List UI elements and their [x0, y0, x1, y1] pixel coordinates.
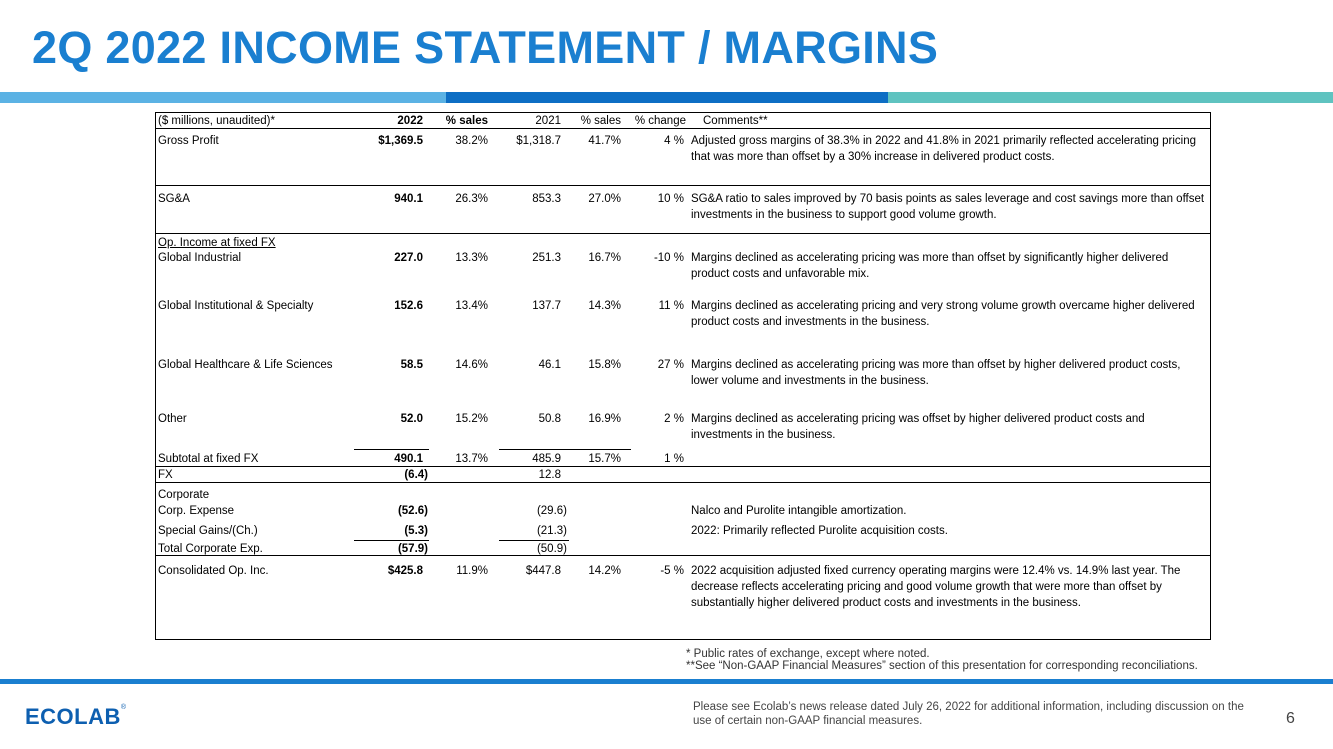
- value-2022: (57.9): [397, 543, 428, 555]
- value-2022: 227.0: [394, 252, 423, 264]
- header-comments: Comments**: [703, 115, 768, 127]
- corporate-rule-2022: [354, 540, 429, 541]
- corporate-rule-2021: [499, 540, 569, 541]
- ecolab-logo: [25, 704, 127, 730]
- row-label: Gross Profit: [158, 135, 219, 147]
- header-sales-2021: % sales: [580, 115, 621, 127]
- value-2022: (6.4): [404, 469, 428, 481]
- sales-2022: 14.6%: [455, 359, 488, 371]
- sales-2021: 15.8%: [588, 359, 621, 371]
- row-label: Special Gains/(Ch.): [158, 525, 258, 537]
- value-2022: 152.6: [394, 300, 423, 312]
- sales-2022: 26.3%: [455, 193, 488, 205]
- header-2021: 2021: [535, 115, 561, 127]
- pct-change: 27 %: [657, 359, 684, 371]
- header-sales-2022: % sales: [445, 115, 488, 127]
- value-2021: (21.3): [536, 525, 567, 537]
- footer-disclaimer: Please see Ecolab’s news release dated July 26, 2022 for additional information, including discussion on the use of certain non-GAAP financial measures.: [693, 701, 1244, 727]
- divider: [156, 233, 1210, 234]
- row-label: SG&A: [158, 193, 190, 205]
- comment: Margins declined as accelerating pricing was offset by higher delivered product costs and investments in the business.: [691, 413, 1145, 441]
- divider: [156, 128, 1210, 129]
- value-2021: 853.3: [532, 193, 561, 205]
- pct-change: 2 %: [664, 413, 684, 425]
- section-op-income: Op. Income at fixed FX: [158, 237, 276, 249]
- value-2022: 940.1: [394, 193, 423, 205]
- sales-2021: 15.7%: [588, 453, 621, 465]
- sales-2022: 15.2%: [455, 413, 488, 425]
- divider: [156, 482, 1210, 483]
- comment: Margins declined as accelerating pricing and very strong volume growth overcame higher delivered product costs and investments in the business.: [691, 300, 1195, 328]
- header-label: ($ millions, unaudited)*: [158, 115, 275, 127]
- header-change: % change: [634, 115, 686, 127]
- divider: [156, 555, 1210, 556]
- value-2021: $1,318.7: [516, 135, 561, 147]
- header-band-middle: [446, 92, 888, 103]
- row-label: Global Healthcare & Life Sciences: [158, 359, 333, 371]
- pct-change: -5 %: [660, 565, 684, 577]
- sales-2022: 13.4%: [455, 300, 488, 312]
- sales-2022: 11.9%: [456, 565, 488, 577]
- comment: 2022 acquisition adjusted fixed currency operating margins were 12.4% vs. 14.9% last year. The decrease reflects accelerating pricing and good volume growth that were more than offset by substantially higher delivered product costs and investments in the business.: [691, 565, 1181, 609]
- sales-2022: 13.3%: [455, 252, 488, 264]
- row-label: Subtotal at fixed FX: [158, 453, 259, 465]
- value-2022: $425.8: [387, 565, 423, 577]
- pct-change: 4 %: [664, 135, 684, 147]
- value-2022: 58.5: [400, 359, 423, 371]
- comment: Margins declined as accelerating pricing was more than offset by significantly higher delivered product costs and unfavorable mix.: [691, 252, 1169, 280]
- pct-change: 1 %: [664, 453, 684, 465]
- row-label: Global Institutional & Specialty: [158, 300, 314, 312]
- header-2022: 2022: [397, 115, 423, 127]
- logo-text: ECOLAB: [25, 704, 121, 729]
- sales-2021: 14.2%: [588, 565, 621, 577]
- subtotal-rule-2022: [354, 449, 429, 450]
- value-2022: (52.6): [397, 505, 428, 517]
- divider: [156, 466, 1210, 467]
- page-title: 2Q 2022 INCOME STATEMENT / MARGINS: [32, 22, 939, 73]
- value-2021: (29.6): [536, 505, 567, 517]
- footer-rule: [0, 679, 1333, 684]
- comment: Margins declined as accelerating pricing was more than offset by higher delivered product costs, lower volume and investments in the business.: [691, 359, 1181, 387]
- value-2021: 46.1: [538, 359, 561, 371]
- comment: 2022: Primarily reflected Purolite acquisition costs.: [691, 525, 948, 537]
- sales-2021: 14.3%: [588, 300, 621, 312]
- section-corporate: Corporate: [158, 489, 210, 501]
- divider: [156, 185, 1210, 186]
- row-label: FX: [158, 469, 173, 481]
- header-band-left: [0, 92, 446, 103]
- income-statement-table: [155, 112, 1211, 640]
- comment: Nalco and Purolite intangible amortization.: [691, 505, 907, 517]
- footnote-non-gaap: **See “Non-GAAP Financial Measures” section of this presentation for corresponding reconciliations.: [686, 660, 1198, 672]
- pct-change: 10 %: [657, 193, 684, 205]
- sales-2021: 16.7%: [588, 252, 621, 264]
- value-2021: 12.8: [538, 469, 561, 481]
- value-2021: $447.8: [525, 565, 561, 577]
- value-2022: 490.1: [394, 453, 423, 465]
- subtotal-rule-2021: [499, 449, 631, 450]
- pct-change: 11 %: [658, 300, 684, 312]
- value-2021: 251.3: [532, 252, 561, 264]
- sales-2021: 41.7%: [588, 135, 621, 147]
- value-2021: 485.9: [532, 453, 561, 465]
- sales-2022: 13.7%: [455, 453, 488, 465]
- comment: SG&A ratio to sales improved by 70 basis points as sales leverage and cost savings more than offset investments in the business to support good volume growth.: [691, 193, 1205, 221]
- value-2022: (5.3): [404, 525, 428, 537]
- value-2022: 52.0: [400, 413, 423, 425]
- header-band-right: [888, 92, 1333, 103]
- value-2021: 50.8: [538, 413, 561, 425]
- row-label: Other: [158, 413, 187, 425]
- value-2022: $1,369.5: [378, 135, 423, 147]
- value-2021: 137.7: [532, 300, 561, 312]
- comment: Adjusted gross margins of 38.3% in 2022 and 41.8% in 2021 primarily reflected accelerating pricing that was more than offset by a 30% increase in delivered product costs.: [691, 135, 1197, 163]
- value-2021: (50.9): [536, 543, 567, 555]
- row-label: Global Industrial: [158, 252, 242, 264]
- page-number: 6: [1286, 710, 1295, 727]
- sales-2022: 38.2%: [455, 135, 488, 147]
- pct-change: -10 %: [653, 252, 684, 264]
- footnote-exchange-rates: * Public rates of exchange, except where noted.: [686, 648, 930, 660]
- row-label: Total Corporate Exp.: [158, 543, 263, 555]
- row-label: Corp. Expense: [158, 505, 235, 517]
- registered-mark: ®: [120, 704, 127, 711]
- sales-2021: 16.9%: [588, 413, 621, 425]
- sales-2021: 27.0%: [588, 193, 621, 205]
- row-label: Consolidated Op. Inc.: [158, 565, 269, 577]
